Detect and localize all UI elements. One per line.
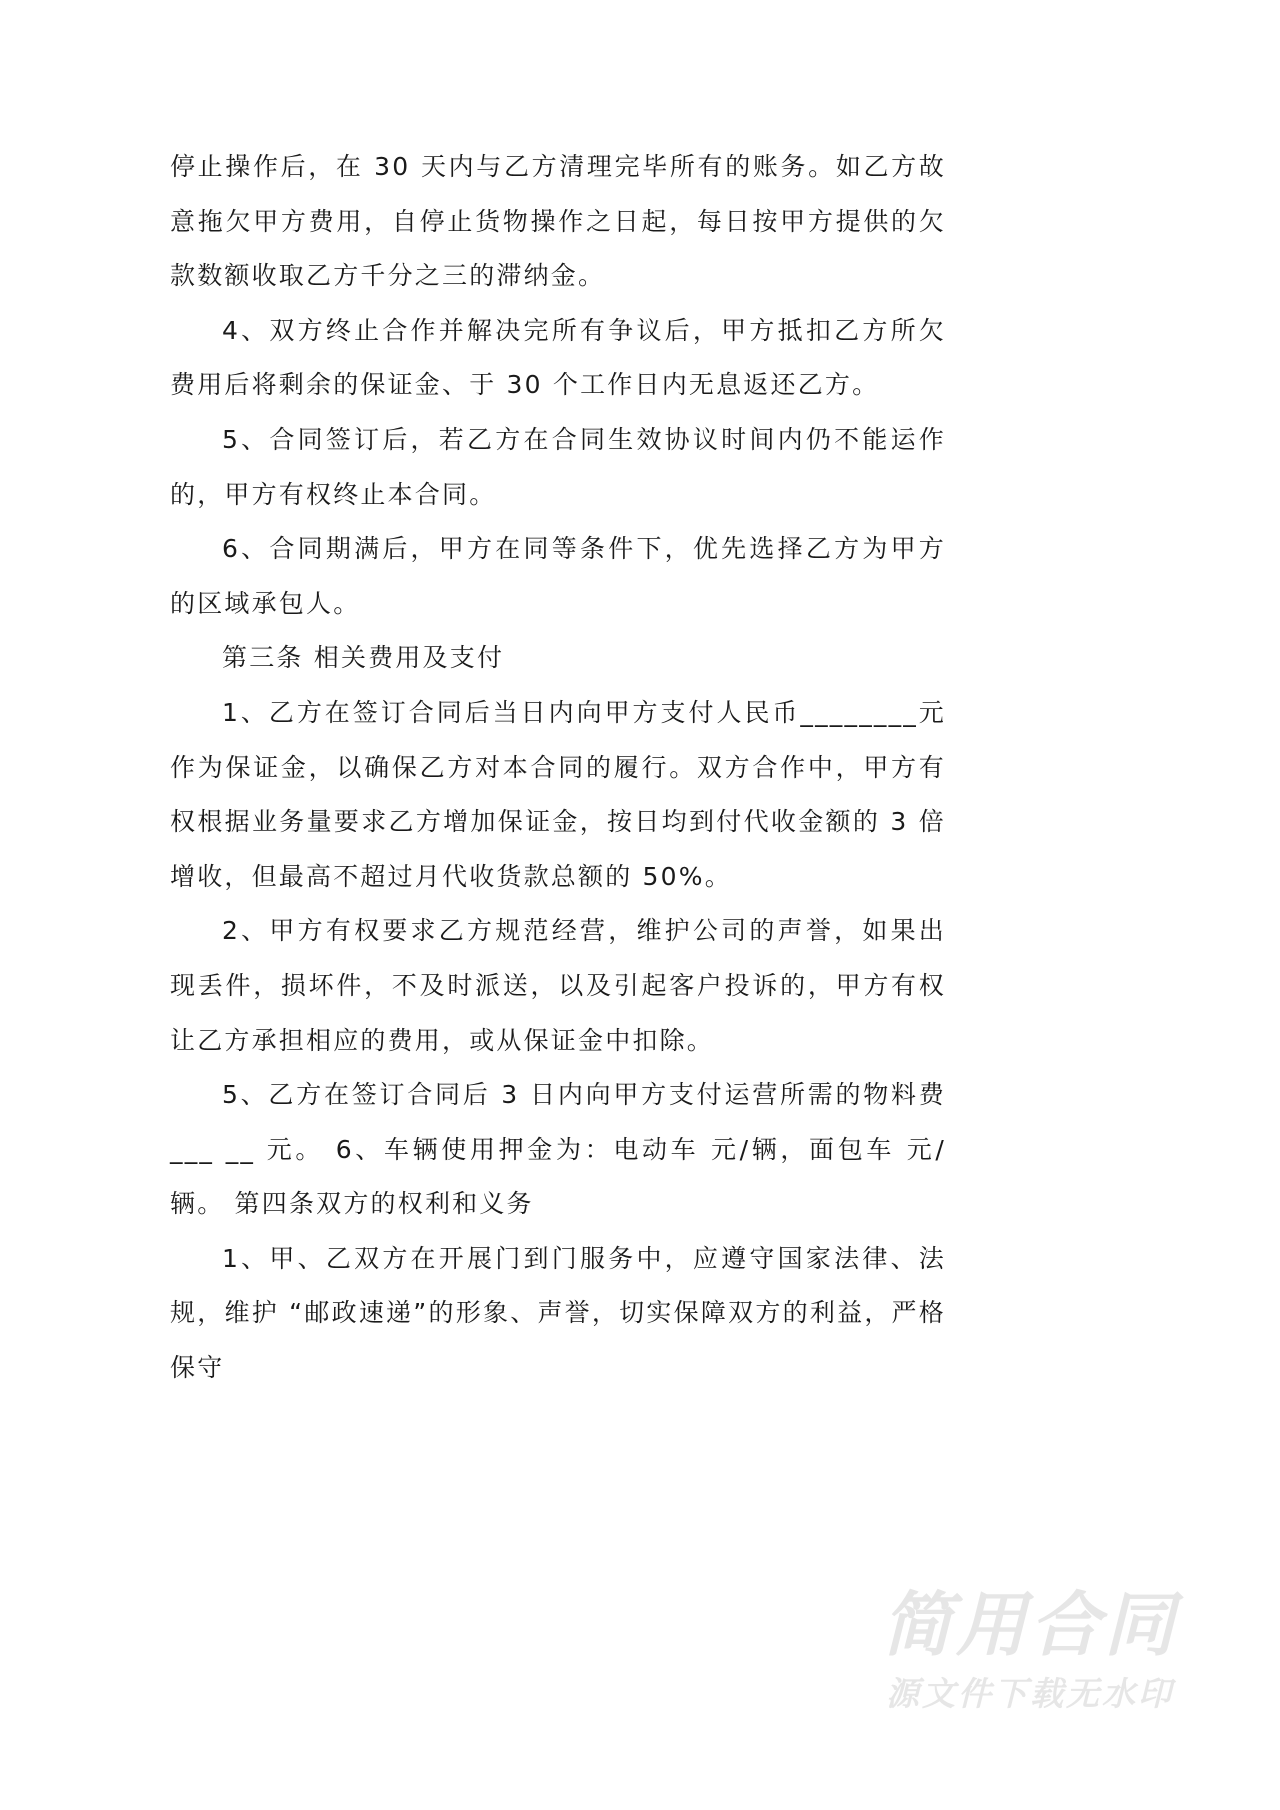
watermark-subtitle: 源文件下载无水印 [886,1674,1174,1713]
paragraph-fee-2: 2、甲方有权要求乙方规范经营，维护公司的声誉，如果出现丢件，损坏件，不及时派送，以及引起客户投诉的，甲方有权让乙方承担相应的费用，或从保证金中扣除。 [170,916,946,1055]
watermark-logo-text: 简用合同 [882,1584,1178,1666]
watermark [880,1585,1180,1717]
paragraph-clause-5: 5、合同签订后，若乙方在合同生效协议时间内仍不能运作的，甲方有权终止本合同。 [170,424,946,509]
paragraph-continuation: 停止操作后，在 30 天内与乙方清理完毕所有的账务。如乙方故意拖欠甲方费用，自停止货物操作之日起，每日按甲方提供的欠款数额收取乙方千分之三的滞纳金。 [170,152,946,291]
paragraph-fee-1: 1、乙方在签订合同后当日内向甲方支付人民币________元作为保证金，以确保乙方对本合同的履行。双方合作中，甲方有权根据业务量要求乙方增加保证金，按日均到付代收金额的 3 倍增收，但最高不超过月代收货款总额的 50%。 [170,697,946,891]
paragraph-fee-5-6: 5、乙方在签订合同后 3 日内向甲方支付运营所需的物料费___ __ 元。 6、车辆使用押金为：电动车 元/辆，面包车 元/辆。 第四条双方的权利和义务 [170,1080,946,1219]
document-body [170,140,946,1396]
section-heading-article-3: 第三条 相关费用及支付 [222,643,505,673]
paragraph-clause-6: 6、合同期满后，甲方在同等条件下，优先选择乙方为甲方的区域承包人。 [170,534,946,618]
paragraph-clause-4: 4、双方终止合作并解决完所有争议后，甲方抵扣乙方所欠费用后将剩余的保证金、于 30 个工作日内无息返还乙方。 [170,315,946,400]
paragraph-rights-1: 1、甲、乙双方在开展门到门服务中，应遵守国家法律、法规，维护 “邮政速递”的形象、声誉，切实保障双方的利益，严格保守 [170,1243,946,1383]
